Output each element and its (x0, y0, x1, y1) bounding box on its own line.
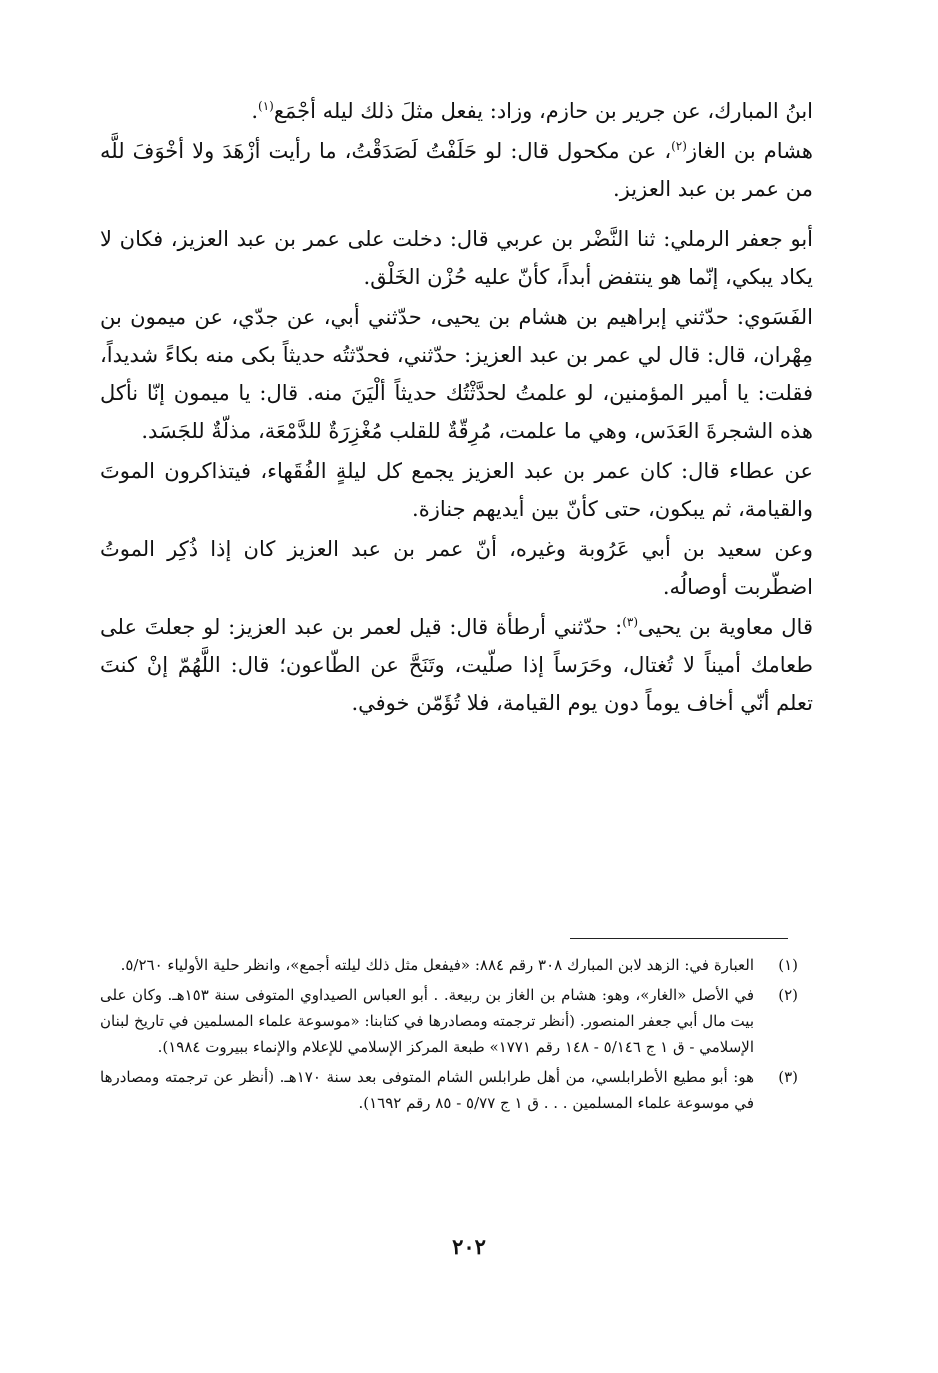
paragraph: ابنُ المبارك، عن جرير بن حازم، وزاد: يفعل مثلَ ذلك ليله أجْمَع$^{(١)}$. (251, 99, 813, 123)
footnote-ref[interactable]: (٣) (622, 615, 639, 629)
paragraph: قال معاوية بن يحيى$^{(٣)}$: حدّثني أرطأة قال: قيل لعمر بن عبد العزيز: لو جعلتَ على طعامك أميناً لا تُغتال، وحَرَساً إذا صلّيت، وتَنَحَّ عن الطّاعون؛ قال: اللَّهُمّ إنْ كنتَ تعلم أنّي أخاف يوماً دون يوم القيامة، فلا تُؤَمّن خوفي. (100, 615, 813, 715)
footnote-text: في الأصل «الغار»، وهو: هشام بن الغاز بن ربيعة. . أبو العباس الصيداوي المتوفى سنة ١٥٣هـ. وكان على بيت مال أبي جعفر المنصور. (أنظر ترجمته ومصادرها في كتابنا: «موسوعة علماء المسلمين في تاريخ لبنان الإسلامي - ق ١ ج ٥/١٤٦ - ١٤٨ رقم ١٧٧١» طبعة المركز الإسلامي للإعلام والإنماء ببيروت ١٩٨٤). (100, 986, 755, 1056)
footnote-text: هو: أبو مطيع الأطرابلسي، من أهل طرابلس الشام المتوفى بعد سنة ١٧٠هـ. (أنظر عن ترجمته ومصادرها في موسوعة علماء المسلمين . . . ق ١ ج ٥/٧٧ - ٨٥ رقم ١٦٩٢). (100, 1068, 754, 1112)
main-text (100, 92, 813, 724)
footnote-number: (٣) (778, 1068, 798, 1086)
footnote-divider (570, 938, 788, 939)
footnote-ref[interactable]: (٢) (671, 139, 687, 153)
footnote (100, 952, 798, 978)
footnote-ref[interactable]: (١) (258, 99, 274, 113)
page-number: ٢٠٢ (452, 1234, 486, 1259)
footnote (100, 982, 798, 1060)
paragraph: هشام بن الغاز$^{(٢)}$، عن مكحول قال: لو حَلَفْتُ لَصَدَقْتُ، ما رأيت أزْهَدَ ولا أخْوَفَ للَّه من عمر بن عبد العزيز. (100, 139, 813, 201)
footnote-number: (١) (778, 956, 798, 974)
footnote (100, 1064, 798, 1116)
footnote-text: العبارة في: الزهد لابن المبارك ٣٠٨ رقم ٨٨٤: «فيفعل مثل ذلك ليلته أجمع»، وانظر حلية الأولياء ٥/٢٦٠. (120, 956, 754, 974)
paragraph: الفَسَوي: حدّثني إبراهيم بن هشام بن يحيى، حدّثني أبي، عن جدّي، عن ميمون بن مِهْران، قال: قال لي عمر بن عبد العزيز: حدّثني، فحدّثتُه حديثاً بكى منه بكاءً شديداً، فقلت: يا أمير المؤمنين، لو علمتُ لحدَّثْتُك حديثاً ألْيَنَ منه. قال: يا ميمون إنّا نأكل هذه الشجرةَ العَدَس، وهي ما علمت، مُرِقّةٌ للقلب مُغْزِرَةٌ للدَّمْعَة، مذلّةٌ للجَسَد. (100, 305, 813, 443)
paragraph: أبو جعفر الرملي: ثنا النَّضْر بن عربي قال: دخلت على عمر بن عبد العزيز، فكان لا يكاد يبكي، إنّما هو ينتفض أبداً، كأنّ عليه حُزْن الخَلْق. (100, 227, 813, 289)
paragraph: عن عطاء قال: كان عمر بن عبد العزيز يجمع كل ليلةٍ الفُقَهاء، فيتذاكرون الموتَ والقيامة، ثم يبكون، حتى كأنّ بين أيديهم جنازة. (100, 459, 813, 521)
footnote-number: (٢) (778, 986, 798, 1004)
paragraph: وعن سعيد بن أبي عَرُوبة وغيره، أنّ عمر بن عبد العزيز كان إذا ذُكِر الموتُ اضطّربت أوصالُه. (100, 537, 813, 599)
footnotes (100, 952, 798, 1120)
